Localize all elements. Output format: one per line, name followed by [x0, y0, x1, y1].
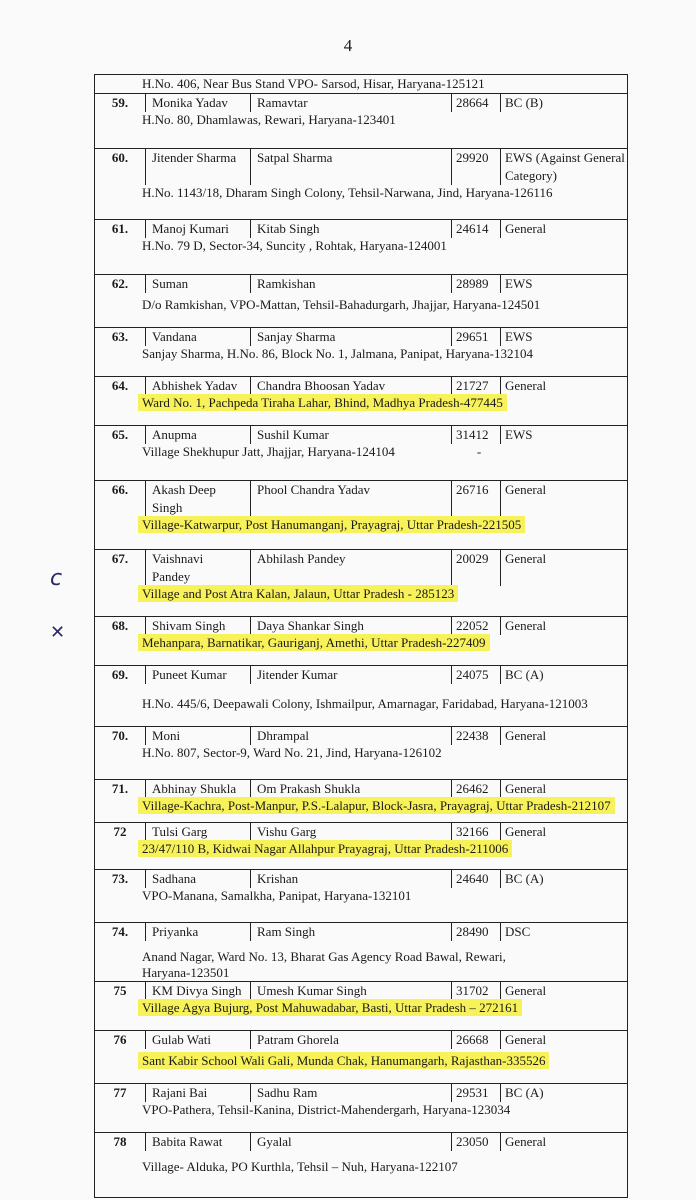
category: General — [505, 781, 547, 796]
candidate-name: KM Divya Singh — [146, 982, 251, 1000]
serial-number: 65. — [95, 426, 146, 444]
category: General — [505, 1032, 547, 1047]
father-name: Gyalal — [257, 1134, 292, 1149]
serial-number: 62. — [95, 275, 146, 293]
candidate-row — [95, 550, 627, 568]
father-name: Om Prakash Shukla — [257, 781, 361, 796]
candidate-row — [95, 94, 627, 112]
candidate-row — [95, 275, 627, 293]
row-spacer — [95, 1016, 627, 1030]
candidate-row — [95, 481, 627, 499]
father-cell — [251, 499, 451, 517]
category: General — [505, 618, 547, 633]
father-name: Umesh Kumar Singh — [257, 983, 367, 998]
candidate-record — [95, 1132, 627, 1197]
candidate-record — [95, 549, 627, 616]
address-text: Sanjay Sharma, H.No. 86, Block No. 1, Jalmana, Panipat, Haryana-132104 — [142, 346, 534, 361]
category: EWS (Against General — [505, 150, 625, 165]
address-line — [95, 888, 627, 904]
candidate-record — [95, 148, 627, 219]
candidate-table — [94, 74, 628, 1198]
serial-number: 71. — [95, 780, 146, 798]
candidate-record — [95, 665, 627, 726]
candidate-row — [95, 328, 627, 346]
roll-number: 28490 — [451, 923, 501, 941]
candidate-name-line2: Singh — [146, 499, 251, 517]
category-line2: Category) — [505, 168, 557, 183]
serial-number: 61. — [95, 220, 146, 238]
category: BC (A) — [505, 667, 544, 682]
row-spacer — [95, 1069, 627, 1083]
category: EWS — [505, 427, 533, 442]
candidate-record — [95, 376, 627, 425]
candidate-name: Sadhana — [146, 870, 251, 888]
candidate-name: Abhinay Shukla — [146, 780, 251, 798]
candidate-row — [95, 823, 627, 841]
category: DSC — [505, 924, 531, 939]
category: General — [505, 728, 547, 743]
candidate-row — [95, 1133, 627, 1151]
address-line — [95, 949, 627, 965]
roll-number: 29531 — [451, 1084, 501, 1102]
candidate-rows — [95, 93, 627, 1197]
candidate-row — [95, 727, 627, 745]
category: General — [505, 983, 547, 998]
roll-number: 20029 — [451, 550, 501, 568]
father-name: Chandra Bhoosan Yadav — [257, 378, 386, 393]
serial-number: 77 — [95, 1084, 146, 1102]
candidate-row-continued — [95, 568, 627, 586]
candidate-name: Moni — [146, 727, 251, 745]
row-spacer — [95, 1175, 627, 1197]
candidate-record — [95, 1083, 627, 1132]
candidate-row — [95, 923, 627, 941]
candidate-row — [95, 1031, 627, 1049]
roll-number: 22438 — [451, 727, 501, 745]
serial-number: 73. — [95, 870, 146, 888]
father-name: Ram Singh — [257, 924, 316, 939]
highlighted-address-text: Ward No. 1, Pachpeda Tiraha Lahar, Bhind, Madhya Pradesh-477445 — [138, 394, 507, 411]
roll-number: 31412 — [451, 426, 501, 444]
serial-number: 70. — [95, 727, 146, 745]
father-name: Ramkishan — [257, 276, 316, 291]
candidate-record — [95, 981, 627, 1030]
candidate-name: Babita Rawat — [146, 1133, 251, 1151]
address-text: H.No. 807, Sector-9, Ward No. 21, Jind, Haryana-126102 — [142, 745, 442, 760]
row-spacer — [95, 684, 627, 696]
roll-number: 24614 — [451, 220, 501, 238]
address-text: Village Shekhupur Jatt, Jhajjar, Haryana-124104 — [142, 444, 395, 459]
roll-number: 22052 — [451, 617, 501, 635]
address-line — [95, 517, 627, 533]
address-line — [95, 696, 627, 712]
candidate-record — [95, 822, 627, 869]
serial-number: 72 — [95, 823, 146, 841]
handwritten-mark-tick: ✕ — [50, 622, 66, 643]
dash-mark: - — [476, 444, 482, 459]
address-line — [95, 1053, 627, 1069]
serial-cell — [95, 568, 146, 586]
candidate-row-continued — [95, 499, 627, 517]
address-line — [95, 586, 627, 602]
address-text: H.No. 445/6, Deepawali Colony, Ishmailpur, Amarnagar, Faridabad, Haryana-121003 — [142, 696, 588, 711]
category: General — [505, 221, 547, 236]
address-text: VPO-Pathera, Tehsil-Kanina, District-Mahendergarh, Haryana-123034 — [142, 1102, 511, 1117]
category: EWS — [505, 276, 533, 291]
candidate-row — [95, 617, 627, 635]
candidate-name: Manoj Kumari — [146, 220, 251, 238]
serial-number: 68. — [95, 617, 146, 635]
candidate-row — [95, 1084, 627, 1102]
serial-number: 69. — [95, 666, 146, 684]
roll-cell — [451, 568, 501, 586]
address-line — [95, 346, 627, 362]
row-spacer — [95, 941, 627, 949]
category: EWS — [505, 329, 533, 344]
candidate-record — [95, 425, 627, 480]
serial-number: 60. — [95, 149, 146, 167]
row-spacer — [95, 533, 627, 549]
category-line2 — [501, 499, 627, 517]
row-spacer — [95, 460, 627, 480]
father-name: Satpal Sharma — [257, 150, 333, 165]
roll-number: 28989 — [451, 275, 501, 293]
highlighted-address-text: Village Agya Bujurg, Post Mahuwadabar, Basti, Uttar Pradesh – 272161 — [138, 999, 522, 1016]
address-text: H.No. 1143/18, Dharam Singh Colony, Tehsil-Narwana, Jind, Haryana-126116 — [142, 185, 553, 200]
candidate-row — [95, 149, 627, 167]
page-number: 4 — [343, 36, 353, 55]
address-line — [95, 112, 627, 128]
roll-number: 31702 — [451, 982, 501, 1000]
address-line — [95, 1000, 627, 1016]
father-cell — [251, 167, 451, 185]
row-spacer — [95, 411, 627, 425]
category: General — [505, 1134, 547, 1149]
highlighted-address-text: Village and Post Atra Kalan, Jalaun, Uttar Pradesh - 285123 — [138, 585, 458, 602]
address-line-2 — [95, 965, 627, 981]
row-spacer — [95, 761, 627, 779]
father-cell — [251, 568, 451, 586]
father-name: Krishan — [257, 871, 299, 886]
serial-number: 66. — [95, 481, 146, 499]
candidate-name: Tulsi Garg — [146, 823, 251, 841]
candidate-row — [95, 870, 627, 888]
candidate-name: Akash Deep — [146, 481, 251, 499]
address-text: H.No. 406, Near Bus Stand VPO- Sarsod, Hisar, Haryana-125121 — [142, 76, 485, 91]
serial-number: 75 — [95, 982, 146, 1000]
row-spacer — [95, 128, 627, 148]
row-spacer — [95, 814, 627, 822]
candidate-name: Gulab Wati — [146, 1031, 251, 1049]
row-spacer — [95, 712, 627, 726]
candidate-row — [95, 220, 627, 238]
roll-number: 28664 — [451, 94, 501, 112]
row-spacer — [95, 602, 627, 616]
candidate-name: Vandana — [146, 328, 251, 346]
address-line — [95, 841, 627, 857]
address-text: VPO-Manana, Samalkha, Panipat, Haryana-132101 — [142, 888, 412, 903]
address-line — [95, 798, 627, 814]
row-spacer — [95, 1118, 627, 1132]
candidate-name: Shivam Singh — [146, 617, 251, 635]
candidate-name: Priyanka — [146, 923, 251, 941]
father-name: Vishu Garg — [257, 824, 317, 839]
category: General — [505, 482, 547, 497]
candidate-record — [95, 616, 627, 665]
row-spacer — [95, 857, 627, 869]
table-row — [95, 74, 627, 93]
roll-number: 29651 — [451, 328, 501, 346]
highlighted-address-text: Village-Katwarpur, Post Hanumanganj, Prayagraj, Uttar Pradesh-221505 — [138, 516, 525, 533]
candidate-name: Vaishnavi — [146, 550, 251, 568]
roll-number: 21727 — [451, 377, 501, 395]
category: BC (A) — [505, 871, 544, 886]
father-name: Ramavtar — [257, 95, 308, 110]
father-name: Jitender Kumar — [257, 667, 338, 682]
candidate-row — [95, 780, 627, 798]
candidate-row-continued — [95, 167, 627, 185]
father-name: Patram Ghorela — [257, 1032, 339, 1047]
address-line — [95, 185, 627, 201]
serial-number: 63. — [95, 328, 146, 346]
serial-cell — [95, 499, 146, 517]
candidate-name: Suman — [146, 275, 251, 293]
serial-number: 74. — [95, 923, 146, 941]
row-spacer — [95, 313, 627, 327]
row-spacer — [95, 1151, 627, 1159]
highlighted-address-text: Sant Kabir School Wali Gali, Munda Chak, Hanumangarh, Rajasthan-335526 — [138, 1052, 549, 1069]
address-text: Village- Alduka, PO Kurthla, Tehsil – Nuh, Haryana-122107 — [142, 1159, 458, 1174]
candidate-name: Rajani Bai — [146, 1084, 251, 1102]
address-text: Haryana-123501 — [142, 965, 230, 980]
roll-number: 24640 — [451, 870, 501, 888]
candidate-record — [95, 922, 627, 981]
address-line — [95, 635, 627, 651]
candidate-name: Puneet Kumar — [146, 666, 251, 684]
category-line2 — [501, 568, 627, 586]
row-spacer — [95, 904, 627, 922]
serial-number: 64. — [95, 377, 146, 395]
category: General — [505, 378, 547, 393]
roll-number: 26462 — [451, 780, 501, 798]
candidate-name-line2: Pandey — [146, 568, 251, 586]
candidate-record — [95, 869, 627, 922]
roll-number: 26716 — [451, 481, 501, 499]
candidate-name: Jitender Sharma — [146, 149, 251, 167]
roll-cell — [451, 499, 501, 517]
father-name: Sadhu Ram — [257, 1085, 318, 1100]
serial-number: 78 — [95, 1133, 146, 1151]
father-name: Kitab Singh — [257, 221, 320, 236]
father-name: Abhilash Pandey — [257, 551, 346, 566]
serial-number: 76 — [95, 1031, 146, 1049]
father-name: Phool Chandra Yadav — [257, 482, 371, 497]
handwritten-mark-c: c — [50, 566, 63, 591]
candidate-name: Monika Yadav — [146, 94, 251, 112]
father-name: Sushil Kumar — [257, 427, 329, 442]
address-text: H.No. 79 D, Sector-34, Suncity , Rohtak, Haryana-124001 — [142, 238, 447, 253]
address-line — [95, 444, 627, 460]
serial-number: 67. — [95, 550, 146, 568]
candidate-record — [95, 726, 627, 779]
category: BC (A) — [505, 1085, 544, 1100]
roll-number: 26668 — [451, 1031, 501, 1049]
address-line — [95, 297, 627, 313]
row-spacer — [95, 362, 627, 376]
candidate-record — [95, 274, 627, 327]
category: General — [505, 551, 547, 566]
address-line — [95, 1102, 627, 1118]
candidate-row — [95, 666, 627, 684]
candidate-record — [95, 93, 627, 148]
address-text: Anand Nagar, Ward No. 13, Bharat Gas Agency Road Bawal, Rewari, — [142, 949, 506, 964]
roll-number: 32166 — [451, 823, 501, 841]
roll-number: 29920 — [451, 149, 501, 167]
address-line — [95, 395, 627, 411]
highlighted-address-text: Village-Kachra, Post-Manpur, P.S.-Lalapur, Block-Jasra, Prayagraj, Uttar Pradesh-212107 — [138, 797, 615, 814]
row-spacer — [95, 254, 627, 274]
candidate-row — [95, 377, 627, 395]
address-line — [95, 1159, 627, 1175]
roll-number: 24075 — [451, 666, 501, 684]
category: General — [505, 824, 547, 839]
highlighted-address-text: 23/47/110 B, Kidwai Nagar Allahpur Prayagraj, Uttar Pradesh-211006 — [138, 840, 512, 857]
candidate-row — [95, 982, 627, 1000]
serial-cell — [95, 167, 146, 185]
candidate-record — [95, 1030, 627, 1083]
candidate-record — [95, 480, 627, 549]
candidate-row — [95, 426, 627, 444]
serial-number: 59. — [95, 94, 146, 112]
roll-number: 23050 — [451, 1133, 501, 1151]
candidate-record — [95, 779, 627, 822]
row-spacer — [95, 201, 627, 219]
father-name: Sanjay Sharma — [257, 329, 336, 344]
roll-cell — [451, 167, 501, 185]
highlighted-address-text: Mehanpara, Barnatikar, Gauriganj, Amethi, Uttar Pradesh-227409 — [138, 634, 490, 651]
father-name: Daya Shankar Singh — [257, 618, 364, 633]
category: BC (B) — [505, 95, 543, 110]
address-line — [95, 745, 627, 761]
address-text: H.No. 80, Dhamlawas, Rewari, Haryana-123401 — [142, 112, 396, 127]
address-text: D/o Ramkishan, VPO-Mattan, Tehsil-Bahadurgarh, Jhajjar, Haryana-124501 — [142, 297, 541, 312]
candidate-record — [95, 219, 627, 274]
address-line — [95, 238, 627, 254]
candidate-name-line2 — [146, 167, 251, 185]
candidate-name: Abhishek Yadav — [146, 377, 251, 395]
row-spacer — [95, 651, 627, 665]
candidate-name: Anupma — [146, 426, 251, 444]
father-name: Dhrampal — [257, 728, 309, 743]
candidate-record — [95, 327, 627, 376]
